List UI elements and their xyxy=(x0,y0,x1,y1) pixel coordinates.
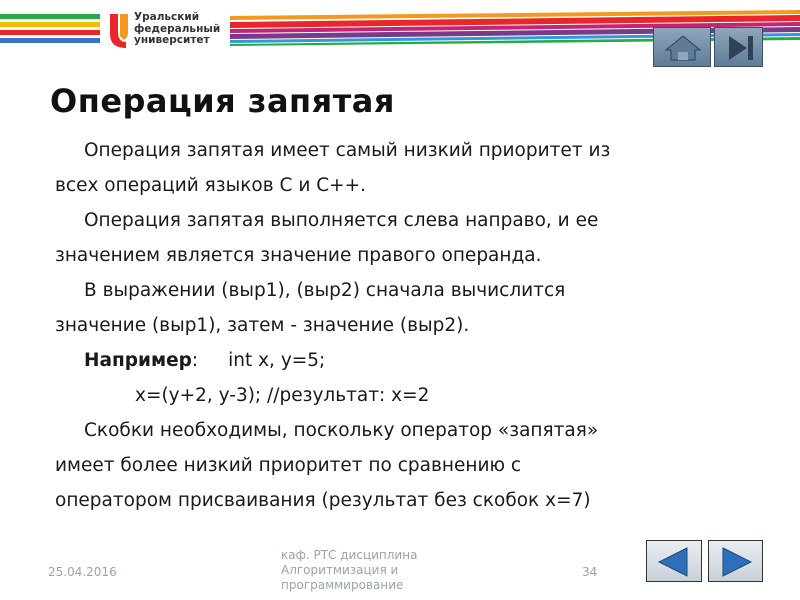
next-slide-button[interactable] xyxy=(708,540,763,582)
university-logo xyxy=(108,12,130,50)
home-icon xyxy=(654,28,712,68)
footer-department-line: программирование xyxy=(281,578,404,592)
example-label: Например xyxy=(84,350,192,371)
university-name-line: федеральный xyxy=(134,22,221,35)
text-line: Операция запятая выполняется слева направо, и ее xyxy=(84,210,599,231)
arrow-left-icon xyxy=(647,541,703,583)
skip-to-end-icon xyxy=(715,28,764,68)
footer-department xyxy=(281,548,417,593)
arrow-right-icon xyxy=(709,541,764,583)
footer-department-line: Алгоритмизация и xyxy=(281,563,399,577)
home-button[interactable] xyxy=(653,27,711,67)
text-line: Операция запятая имеет самый низкий приоритет из xyxy=(84,140,611,161)
example-colon: : xyxy=(191,350,199,371)
university-name xyxy=(134,12,220,47)
previous-slide-button[interactable] xyxy=(646,540,702,582)
code-line: x=(y+2, y-3); //результат: x=2 xyxy=(135,385,430,406)
page-number: 34 xyxy=(582,565,598,579)
text-line: Скобки необходимы, поскольку оператор «запятая» xyxy=(84,420,599,441)
last-slide-button[interactable] xyxy=(714,27,763,67)
text-line: всех операций языков С и С++. xyxy=(55,175,367,196)
text-line: имеет более низкий приоритет по сравнению с xyxy=(55,455,522,476)
example-line xyxy=(84,350,325,371)
text-line: значение (выр1), затем - значение (выр2). xyxy=(55,315,470,336)
university-name-line: Уральский xyxy=(134,11,200,23)
text-line: оператором присваивания (результат без скобок x=7) xyxy=(55,490,591,511)
text-line: В выражении (выр1), (выр2) сначала вычислится xyxy=(84,280,566,301)
example-code: int x, y=5; xyxy=(228,350,326,371)
university-name-line: университет xyxy=(134,34,210,46)
slide-title: Операция запятая xyxy=(50,82,395,120)
footer-department-line: каф. РТС дисциплина xyxy=(281,548,418,562)
footer-date: 25.04.2016 xyxy=(48,565,117,579)
text-line: значением является значение правого операнда. xyxy=(55,245,542,266)
